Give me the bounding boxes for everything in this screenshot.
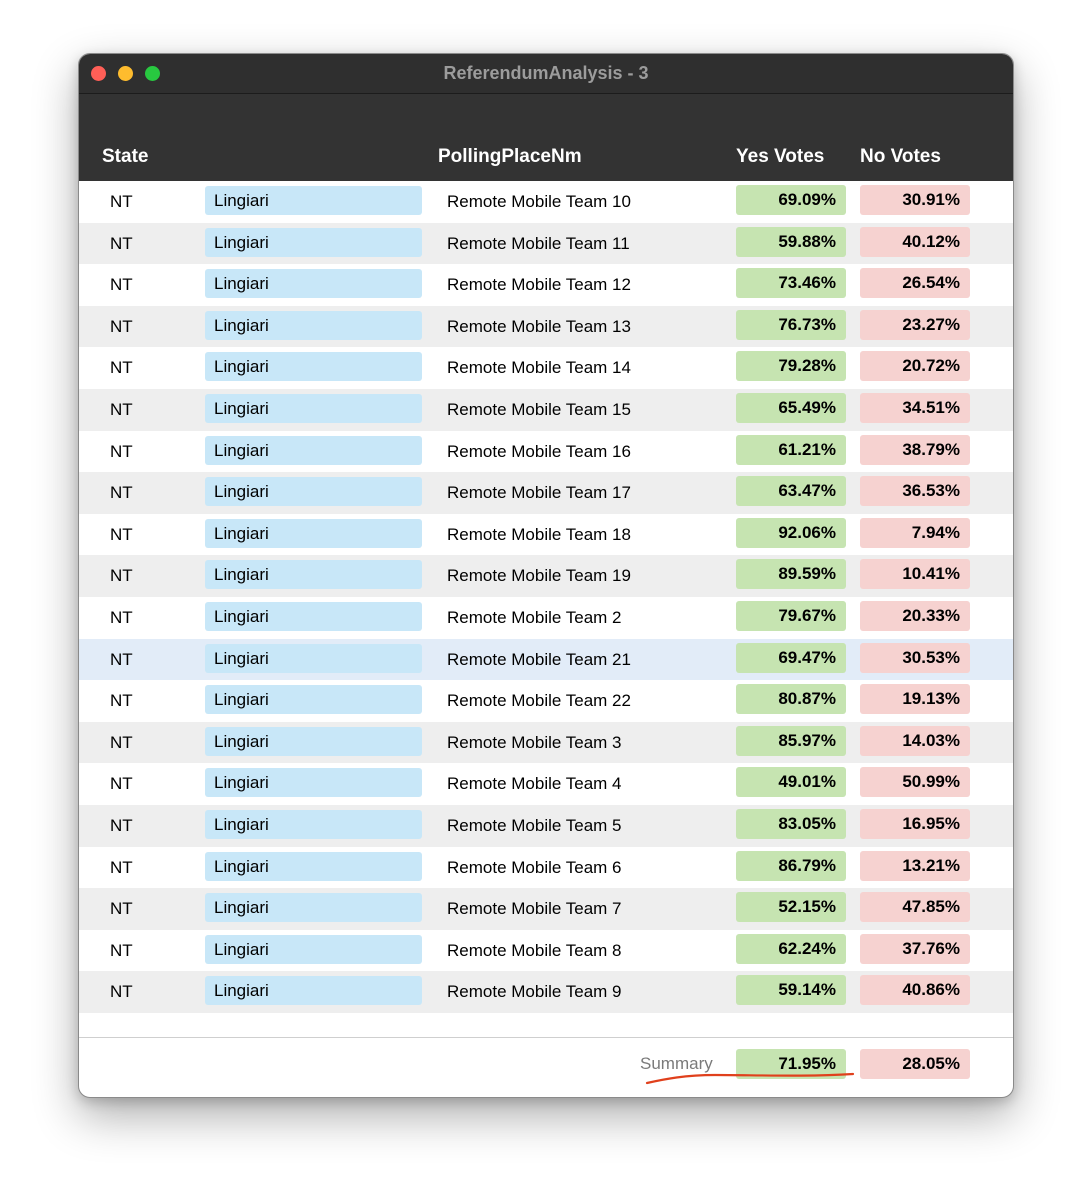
division-cell: Lingiari [205, 893, 422, 922]
table-row[interactable] [79, 597, 1013, 639]
polling-place-cell: Remote Mobile Team 5 [447, 815, 622, 835]
table-row[interactable] [79, 181, 1013, 223]
yes-votes-cell: 79.28% [736, 351, 846, 381]
state-cell: NT [110, 524, 133, 544]
polling-place-cell: Remote Mobile Team 17 [447, 483, 631, 503]
yes-votes-cell: 62.24% [736, 934, 846, 964]
table-row[interactable] [79, 555, 1013, 597]
state-cell: NT [110, 732, 133, 752]
yes-votes-cell: 63.47% [736, 476, 846, 506]
state-cell: NT [110, 275, 133, 295]
table-row[interactable] [79, 431, 1013, 473]
state-cell: NT [110, 857, 133, 877]
no-votes-cell: 19.13% [860, 684, 970, 714]
no-votes-cell: 13.21% [860, 851, 970, 881]
yes-votes-cell: 59.14% [736, 975, 846, 1005]
table-row[interactable] [79, 264, 1013, 306]
table-row[interactable] [79, 722, 1013, 764]
division-cell: Lingiari [205, 269, 422, 298]
handwritten-underline-annotation [645, 1069, 857, 1091]
summary-yes-votes: 71.95% [736, 1049, 846, 1079]
polling-place-cell: Remote Mobile Team 7 [447, 899, 622, 919]
state-cell: NT [110, 899, 133, 919]
yes-votes-cell: 52.15% [736, 892, 846, 922]
app-window [78, 53, 1014, 1098]
division-cell: Lingiari [205, 519, 422, 548]
division-cell: Lingiari [205, 852, 422, 881]
state-cell: NT [110, 649, 133, 669]
state-cell: NT [110, 399, 133, 419]
column-header-polling-place[interactable]: PollingPlaceNm [438, 146, 582, 167]
polling-place-cell: Remote Mobile Team 3 [447, 732, 622, 752]
state-cell: NT [110, 691, 133, 711]
column-header-state[interactable]: State [102, 146, 149, 167]
polling-place-cell: Remote Mobile Team 10 [447, 192, 631, 211]
no-votes-cell: 26.54% [860, 268, 970, 298]
division-cell: Lingiari [205, 644, 422, 673]
polling-place-cell: Remote Mobile Team 4 [447, 774, 622, 794]
yes-votes-cell: 80.87% [736, 684, 846, 714]
polling-place-cell: Remote Mobile Team 12 [447, 275, 631, 295]
no-votes-cell: 7.94% [860, 518, 970, 548]
table-row[interactable] [79, 971, 1013, 1013]
state-cell: NT [110, 483, 133, 503]
yes-votes-cell: 79.67% [736, 601, 846, 631]
division-cell: Lingiari [205, 228, 422, 257]
table-row[interactable] [79, 930, 1013, 972]
yes-votes-cell: 86.79% [736, 851, 846, 881]
division-cell: Lingiari [205, 602, 422, 631]
yes-votes-cell: 49.01% [736, 767, 846, 797]
table-row[interactable] [79, 514, 1013, 556]
table-body [79, 181, 1013, 1013]
table-row[interactable] [79, 763, 1013, 805]
yes-votes-cell: 73.46% [736, 268, 846, 298]
division-cell: Lingiari [205, 810, 422, 839]
division-cell: Lingiari [205, 436, 422, 465]
table-row[interactable] [79, 389, 1013, 431]
polling-place-cell: Remote Mobile Team 6 [447, 857, 622, 877]
summary-label: Summary [640, 1054, 713, 1073]
no-votes-cell: 34.51% [860, 393, 970, 423]
division-cell: Lingiari [205, 352, 422, 381]
no-votes-cell: 50.99% [860, 767, 970, 797]
yes-votes-cell: 69.47% [736, 643, 846, 673]
state-cell: NT [110, 607, 133, 627]
no-votes-cell: 16.95% [860, 809, 970, 839]
table-row[interactable] [79, 306, 1013, 348]
division-cell: Lingiari [205, 186, 422, 215]
no-votes-cell: 47.85% [860, 892, 970, 922]
polling-place-cell: Remote Mobile Team 9 [447, 982, 622, 1002]
polling-place-cell: Remote Mobile Team 15 [447, 399, 631, 419]
state-cell: NT [110, 815, 133, 835]
no-votes-cell: 14.03% [860, 726, 970, 756]
table-row[interactable] [79, 847, 1013, 889]
no-votes-cell: 23.27% [860, 310, 970, 340]
yes-votes-cell: 92.06% [736, 518, 846, 548]
polling-place-cell: Remote Mobile Team 22 [447, 691, 631, 711]
no-votes-cell: 10.41% [860, 559, 970, 589]
polling-place-cell: Remote Mobile Team 19 [447, 566, 631, 586]
summary-no-votes: 28.05% [860, 1049, 970, 1079]
polling-place-cell: Remote Mobile Team 13 [447, 316, 631, 336]
window-title: ReferendumAnalysis - 3 [443, 63, 649, 83]
no-votes-cell: 40.12% [860, 227, 970, 257]
summary-divider [79, 1037, 1013, 1038]
polling-place-cell: Remote Mobile Team 16 [447, 441, 631, 461]
polling-place-cell: Remote Mobile Team 21 [447, 649, 631, 669]
polling-place-cell: Remote Mobile Team 2 [447, 607, 622, 627]
division-cell: Lingiari [205, 685, 422, 714]
state-cell: NT [110, 982, 133, 1002]
polling-place-cell: Remote Mobile Team 14 [447, 358, 631, 378]
division-cell: Lingiari [205, 727, 422, 756]
state-cell: NT [110, 566, 133, 586]
yes-votes-cell: 69.09% [736, 185, 846, 215]
no-votes-cell: 20.33% [860, 601, 970, 631]
division-cell: Lingiari [205, 311, 422, 340]
state-cell: NT [110, 233, 133, 253]
division-cell: Lingiari [205, 477, 422, 506]
state-cell: NT [110, 940, 133, 960]
yes-votes-cell: 89.59% [736, 559, 846, 589]
state-cell: NT [110, 441, 133, 461]
state-cell: NT [110, 316, 133, 336]
state-cell: NT [110, 774, 133, 794]
yes-votes-cell: 83.05% [736, 809, 846, 839]
division-cell: Lingiari [205, 394, 422, 423]
table-row[interactable] [79, 680, 1013, 722]
yes-votes-cell: 65.49% [736, 393, 846, 423]
no-votes-cell: 30.91% [860, 185, 970, 215]
yes-votes-cell: 59.88% [736, 227, 846, 257]
no-votes-cell: 37.76% [860, 934, 970, 964]
division-cell: Lingiari [205, 560, 422, 589]
table-header [79, 94, 1013, 181]
yes-votes-cell: 61.21% [736, 435, 846, 465]
yes-votes-cell: 76.73% [736, 310, 846, 340]
yes-votes-cell: 85.97% [736, 726, 846, 756]
column-header-yes-votes[interactable]: Yes Votes [736, 146, 825, 167]
polling-place-cell: Remote Mobile Team 11 [447, 233, 630, 253]
no-votes-cell: 38.79% [860, 435, 970, 465]
division-cell: Lingiari [205, 935, 422, 964]
table-row[interactable] [79, 639, 1013, 681]
division-cell: Lingiari [205, 768, 422, 797]
no-votes-cell: 40.86% [860, 975, 970, 1005]
column-header-no-votes[interactable]: No Votes [860, 146, 941, 167]
table-row[interactable] [79, 805, 1013, 847]
state-cell: NT [110, 358, 133, 378]
division-cell: Lingiari [205, 976, 422, 1005]
no-votes-cell: 36.53% [860, 476, 970, 506]
state-cell: NT [110, 192, 133, 211]
table-row[interactable] [79, 888, 1013, 930]
no-votes-cell: 30.53% [860, 643, 970, 673]
title-bar[interactable] [79, 54, 1013, 94]
table-row[interactable] [79, 223, 1013, 265]
polling-place-cell: Remote Mobile Team 8 [447, 940, 622, 960]
no-votes-cell: 20.72% [860, 351, 970, 381]
table-row[interactable] [79, 472, 1013, 514]
polling-place-cell: Remote Mobile Team 18 [447, 524, 631, 544]
table-row[interactable] [79, 347, 1013, 389]
